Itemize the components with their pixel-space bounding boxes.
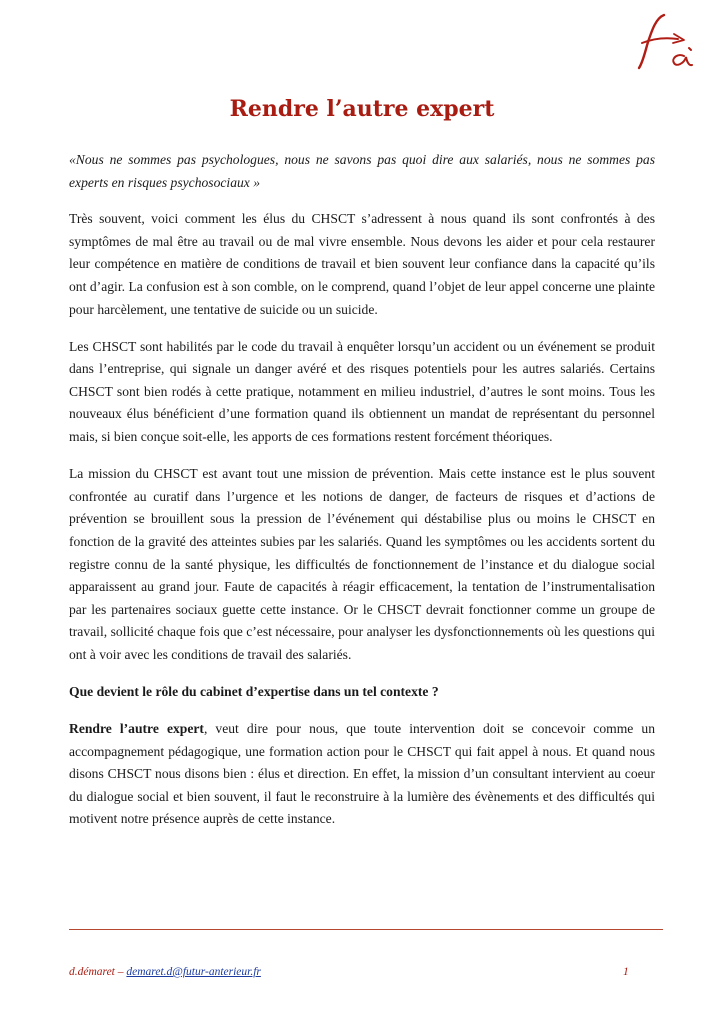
page-title: Rendre l’autre expert	[229, 96, 495, 122]
footer-divider	[69, 929, 663, 930]
opening-quote: «Nous ne sommes pas psychologues, nous ne savons pas quoi dire aux salariés, nous ne sommes pas experts en risques psychosociaux »	[69, 152, 655, 190]
footer-author	[69, 966, 261, 978]
closing-paragraph-text: , veut dire pour nous, que toute intervention doit se concevoir comme un accompagnement pédagogique, une formation action pour le CHSCT qui fait appel à nous. Et quand nous disons CHSCT nous disons bien : élus et direction. En effet, la mission d’un consultant intervient au coeur du dialogue social et bien souvent, il faut le reconstruire à la lumière des évènements et des difficultés qui motivent notre présence auprès de cette instance.	[69, 721, 655, 827]
section-question: Que devient le rôle du cabinet d’expertise dans un tel contexte ?	[69, 683, 439, 699]
closing-paragraph-lead: Rendre l’autre expert	[69, 721, 204, 737]
body-paragraph: Très souvent, voici comment les élus du CHSCT s’adressent à nous quand ils sont confrontés à des symptômes de mal être au travail ou de mal vivre ensemble. Nous devons les aider et pour cela restaurer leur compétence en matière de conditions de travail et bien souvent leur confiance dans la capacité qu’ils ont d’agir. La confusion est à son comble, on le comprend, quand l’objet de leur appel concerne une plainte pour harcèlement, une tentative de suicide ou un suicide.	[69, 211, 655, 317]
footer-author-name: d.démaret –	[69, 966, 127, 978]
closing-paragraph	[69, 718, 655, 831]
page-number: 1	[623, 966, 629, 978]
signature-logo-icon	[634, 12, 696, 74]
footer-email-link[interactable]: demaret.d@futur-anterieur.fr	[126, 966, 261, 978]
body-paragraph: Les CHSCT sont habilités par le code du travail à enquêter lorsqu’un accident ou un événement se produit dans l’entreprise, qui signale un danger avéré et des risques potentiels pour les autres salariés. Certains CHSCT sont bien rodés à cette pratique, notamment en milieu industriel, d’autres le sont moins. Tous les nouveaux élus bénéficient d’une formation quand ils obtiennent un mandat de représentant du personnel mais, si bien conçue soit-elle, les apports de ces formations restent forcément théoriques.	[69, 338, 655, 445]
document-body	[69, 149, 655, 846]
body-paragraph: La mission du CHSCT est avant tout une mission de prévention. Mais cette instance est le plus souvent confrontée au curatif dans l’urgence et les notions de danger, de facteurs de risques et d’actions de prévention se brouillent sous la pression de l’événement qui déstabilise plus ou moins le CHSCT en fonction de la gravité des atteintes subies par les salariés. Quand les symptômes ou les accidents sortent du registre connu de la santé physique, les difficultés de fonctionnement de l’instance et du dialogue social apparaissent au grand jour. Faute de capacités à réagir efficacement, la tentation de l’instrumentalisation par les partenaires sociaux guette cette instance. Or le CHSCT devrait fonctionner comme un groupe de travail, sollicité chaque fois que c’est nécessaire, pour analyser les dysfonctionnements où les questions qui ont à voir avec les conditions de travail des salariés.	[69, 466, 655, 662]
